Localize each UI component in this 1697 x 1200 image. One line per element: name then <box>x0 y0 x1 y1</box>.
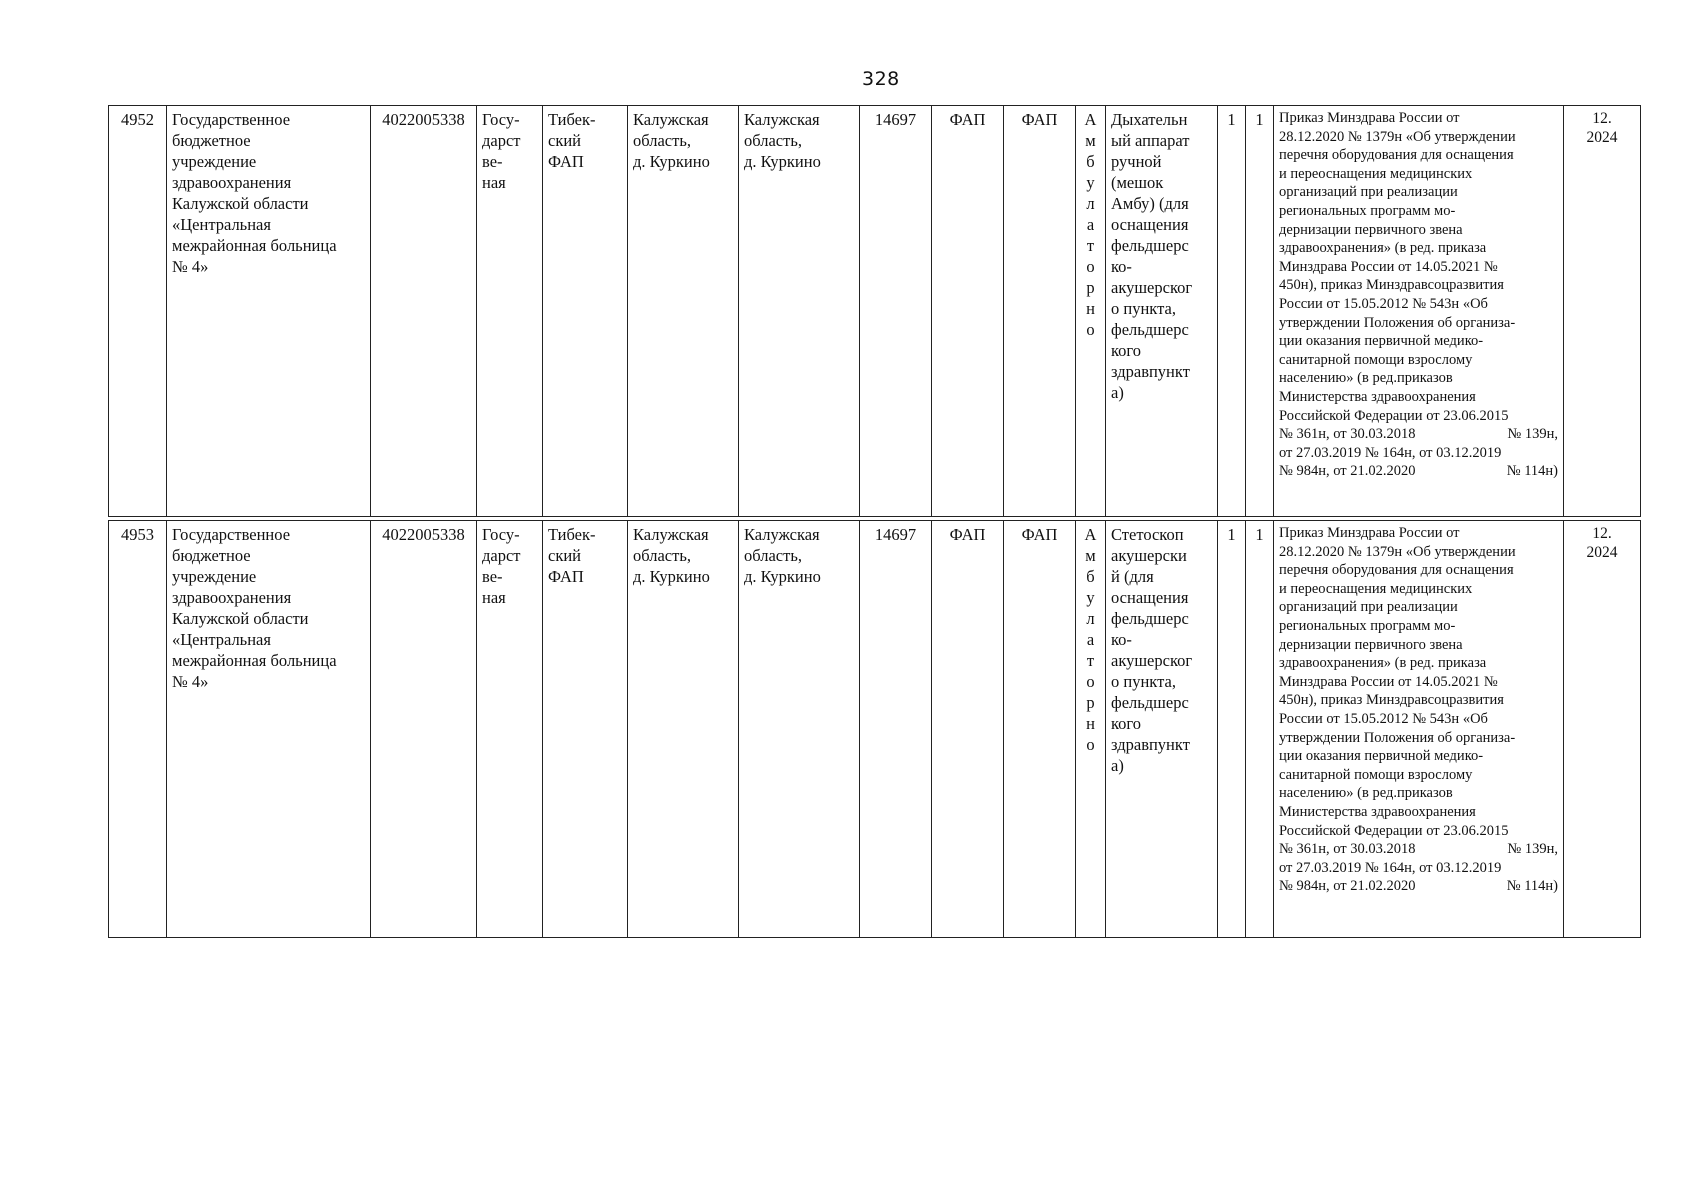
org-line: учреждение <box>172 152 257 171</box>
basis-line: перечня оборудования для оснащения <box>1279 562 1514 579</box>
care-mode-letter: н <box>1086 299 1095 318</box>
form-line: дарст <box>482 546 521 565</box>
cell-quantity-required: 1 <box>1218 521 1246 937</box>
basis-line: ции оказания первичной медико- <box>1279 333 1484 350</box>
basis-split-part: № 114н) <box>1506 878 1558 895</box>
cell-ownership-form <box>477 521 543 937</box>
care-mode-letter: т <box>1086 236 1095 255</box>
basis-line: населению» (в ред.приказов <box>1279 370 1453 387</box>
basis-line: здравоохранения» (в ред. приказа <box>1279 655 1487 672</box>
cell-code: 14697 <box>860 521 932 937</box>
equip-line: Стетоскоп <box>1111 525 1184 544</box>
equip-line: кого <box>1111 714 1142 733</box>
cell-code: 14697 <box>860 106 932 516</box>
basis-split-part: № 114н) <box>1506 463 1558 480</box>
equip-line: ый аппарат <box>1111 131 1190 150</box>
org-line: межрайонная больница <box>172 236 337 255</box>
care-mode-letter: А <box>1084 525 1097 544</box>
basis-line: 450н), приказ Минздравсоцразвития <box>1279 692 1504 709</box>
table-row <box>108 105 1641 517</box>
care-mode-letter: о <box>1086 735 1095 754</box>
cell-unit-type: ФАП <box>1004 106 1076 516</box>
addr1-line: область, <box>633 131 691 150</box>
basis-split-part: № 361н, от 30.03.2018 <box>1279 426 1416 443</box>
care-mode-letter: о <box>1086 257 1095 276</box>
name-line: Тибек- <box>548 110 596 129</box>
equip-line: фельдшерс <box>1111 609 1189 628</box>
equip-line: кого <box>1111 341 1142 360</box>
equip-line: ручной <box>1111 152 1162 171</box>
basis-line: перечня оборудования для оснащения <box>1279 147 1514 164</box>
equip-line: й (для <box>1111 567 1154 586</box>
addr1-line: Калужская <box>633 110 709 129</box>
cell-quantity-planned: 1 <box>1246 521 1274 937</box>
equip-line: а) <box>1111 383 1124 402</box>
cell-legal-basis <box>1274 106 1564 516</box>
basis-line: России от 15.05.2012 № 543н «Об <box>1279 710 1488 727</box>
org-line: Калужской области <box>172 194 309 213</box>
org-line: «Центральная <box>172 630 271 649</box>
care-mode-letter: о <box>1086 320 1095 339</box>
care-mode-letter: а <box>1086 215 1095 234</box>
page-number: 328 <box>862 68 900 90</box>
basis-line: Приказ Минздрава России от <box>1279 525 1460 541</box>
basis-line: 450н), приказ Минздравсоцразвития <box>1279 277 1504 294</box>
basis-line: санитарной помощи взрослому <box>1279 351 1473 368</box>
equip-line: оснащения <box>1111 588 1189 607</box>
name-line: ский <box>548 546 581 565</box>
basis-line: дернизации первичного звена <box>1279 221 1463 238</box>
addr1-line: д. Куркино <box>633 152 710 171</box>
name-line: ФАП <box>548 152 584 171</box>
cell-inn: 4022005338 <box>371 521 477 937</box>
addr2-line: область, <box>744 131 802 150</box>
org-line: № 4» <box>172 672 209 691</box>
cell-date <box>1564 106 1640 516</box>
equip-line: а) <box>1111 756 1124 775</box>
basis-line: организаций при реализации <box>1279 184 1458 201</box>
cell-date <box>1564 521 1640 937</box>
org-line: Государственное <box>172 110 291 129</box>
basis-split-part: № 139н, <box>1507 426 1558 443</box>
care-mode-letter: р <box>1086 278 1095 297</box>
basis-line: дернизации первичного звена <box>1279 636 1463 653</box>
equip-line: акушерски <box>1111 546 1187 565</box>
basis-line: Минздрава России от 14.05.2021 № <box>1279 258 1498 275</box>
addr1-line: область, <box>633 546 691 565</box>
cell-record-number: 4952 <box>109 106 167 516</box>
equip-line: о пункта, <box>1111 672 1176 691</box>
basis-line: региональных программ мо- <box>1279 202 1456 219</box>
addr2-line: Калужская <box>744 110 820 129</box>
basis-line: населению» (в ред.приказов <box>1279 785 1453 802</box>
basis-line: Минздрава России от 14.05.2021 № <box>1279 673 1498 690</box>
care-mode-letter: м <box>1085 546 1096 565</box>
care-mode-letter: л <box>1086 609 1095 628</box>
basis-line: и переоснащения медицинских <box>1279 580 1473 597</box>
basis-line: Министерства здравоохранения <box>1279 803 1476 820</box>
form-line: Госу- <box>482 525 520 544</box>
form-line: ве- <box>482 152 503 171</box>
equip-line: Амбу) (для <box>1111 194 1189 213</box>
org-line: Калужской области <box>172 609 309 628</box>
cell-record-number: 4953 <box>109 521 167 937</box>
basis-split-line <box>1279 877 1558 896</box>
care-mode-letter: а <box>1086 630 1095 649</box>
equip-line: оснащения <box>1111 215 1189 234</box>
cell-quantity-required: 1 <box>1218 106 1246 516</box>
addr2-line: область, <box>744 546 802 565</box>
basis-split-part: от 27.03.2019 № 164н, от 03.12.2019 <box>1279 859 1502 876</box>
addr2-line: д. Куркино <box>744 567 821 586</box>
date-line: 12. <box>1592 525 1612 542</box>
care-mode-letter: у <box>1086 588 1095 607</box>
basis-line: ции оказания первичной медико- <box>1279 748 1484 765</box>
care-mode-letter: А <box>1084 110 1097 129</box>
cell-equipment <box>1106 521 1218 937</box>
cell-address-legal <box>628 521 739 937</box>
basis-line: Российской Федерации от 23.06.2015 <box>1279 407 1509 424</box>
basis-line: 28.12.2020 № 1379н «Об утверждении <box>1279 543 1516 560</box>
date-line: 2024 <box>1586 129 1618 146</box>
cell-organization <box>167 521 371 937</box>
equip-line: ко- <box>1111 257 1132 276</box>
equip-line: фельдшерс <box>1111 236 1189 255</box>
equip-line: о пункта, <box>1111 299 1176 318</box>
basis-line: здравоохранения» (в ред. приказа <box>1279 240 1487 257</box>
equip-line: здравпункт <box>1111 362 1190 381</box>
addr1-line: д. Куркино <box>633 567 710 586</box>
basis-split-part: № 984н, от 21.02.2020 <box>1279 878 1416 895</box>
equip-line: фельдшерс <box>1111 693 1189 712</box>
cell-facility-type: ФАП <box>932 106 1004 516</box>
cell-care-mode <box>1076 521 1106 937</box>
cell-equipment <box>1106 106 1218 516</box>
addr1-line: Калужская <box>633 525 709 544</box>
form-line: дарст <box>482 131 521 150</box>
name-line: Тибек- <box>548 525 596 544</box>
table-row <box>108 520 1641 938</box>
name-line: ский <box>548 131 581 150</box>
cell-address-actual <box>739 521 860 937</box>
care-mode-letter: н <box>1086 714 1095 733</box>
care-mode-letter: у <box>1086 173 1095 192</box>
care-mode-letter: л <box>1086 194 1095 213</box>
cell-address-legal <box>628 106 739 516</box>
form-line: ная <box>482 588 506 607</box>
org-line: бюджетное <box>172 546 251 565</box>
basis-split-part: № 361н, от 30.03.2018 <box>1279 841 1416 858</box>
equip-line: (мешок <box>1111 173 1164 192</box>
date-line: 2024 <box>1586 544 1618 561</box>
form-line: ная <box>482 173 506 192</box>
cell-unit-type: ФАП <box>1004 521 1076 937</box>
basis-split-line <box>1279 462 1558 481</box>
cell-ownership-form <box>477 106 543 516</box>
org-line: Государственное <box>172 525 291 544</box>
basis-split-line <box>1279 425 1558 444</box>
equip-line: акушерског <box>1111 651 1193 670</box>
care-mode-letter: р <box>1086 693 1095 712</box>
cell-care-mode <box>1076 106 1106 516</box>
form-line: Госу- <box>482 110 520 129</box>
cell-facility-name <box>543 521 628 937</box>
basis-line: Министерства здравоохранения <box>1279 388 1476 405</box>
org-line: «Центральная <box>172 215 271 234</box>
basis-line: региональных программ мо- <box>1279 617 1456 634</box>
care-mode-letter: т <box>1086 651 1095 670</box>
addr2-line: Калужская <box>744 525 820 544</box>
basis-line: России от 15.05.2012 № 543н «Об <box>1279 295 1488 312</box>
cell-facility-type: ФАП <box>932 521 1004 937</box>
basis-line: утверждении Положения об организа- <box>1279 314 1516 331</box>
basis-split-line <box>1279 840 1558 859</box>
equip-line: ко- <box>1111 630 1132 649</box>
basis-split-part: от 27.03.2019 № 164н, от 03.12.2019 <box>1279 444 1502 461</box>
basis-line: и переоснащения медицинских <box>1279 165 1473 182</box>
basis-line: санитарной помощи взрослому <box>1279 766 1473 783</box>
cell-organization <box>167 106 371 516</box>
basis-split-line <box>1279 859 1558 878</box>
basis-split-part: № 984н, от 21.02.2020 <box>1279 463 1416 480</box>
org-line: учреждение <box>172 567 257 586</box>
basis-line: 28.12.2020 № 1379н «Об утверждении <box>1279 128 1516 145</box>
equip-line: акушерског <box>1111 278 1193 297</box>
org-line: № 4» <box>172 257 209 276</box>
cell-address-actual <box>739 106 860 516</box>
basis-line: утверждении Положения об организа- <box>1279 729 1516 746</box>
care-mode-letter: б <box>1086 567 1095 586</box>
org-line: межрайонная больница <box>172 651 337 670</box>
org-line: бюджетное <box>172 131 251 150</box>
equip-line: Дыхательн <box>1111 110 1188 129</box>
basis-split-line <box>1279 444 1558 463</box>
date-line: 12. <box>1592 110 1612 127</box>
basis-line: организаций при реализации <box>1279 599 1458 616</box>
org-line: здравоохранения <box>172 173 292 192</box>
cell-inn: 4022005338 <box>371 106 477 516</box>
cell-facility-name <box>543 106 628 516</box>
name-line: ФАП <box>548 567 584 586</box>
cell-legal-basis <box>1274 521 1564 937</box>
care-mode-letter: о <box>1086 672 1095 691</box>
care-mode-letter: б <box>1086 152 1095 171</box>
form-line: ве- <box>482 567 503 586</box>
equip-line: фельдшерс <box>1111 320 1189 339</box>
care-mode-letter: м <box>1085 131 1096 150</box>
basis-split-part: № 139н, <box>1507 841 1558 858</box>
equip-line: здравпункт <box>1111 735 1190 754</box>
basis-line: Российской Федерации от 23.06.2015 <box>1279 822 1509 839</box>
basis-line: Приказ Минздрава России от <box>1279 110 1460 126</box>
cell-quantity-planned: 1 <box>1246 106 1274 516</box>
org-line: здравоохранения <box>172 588 292 607</box>
addr2-line: д. Куркино <box>744 152 821 171</box>
